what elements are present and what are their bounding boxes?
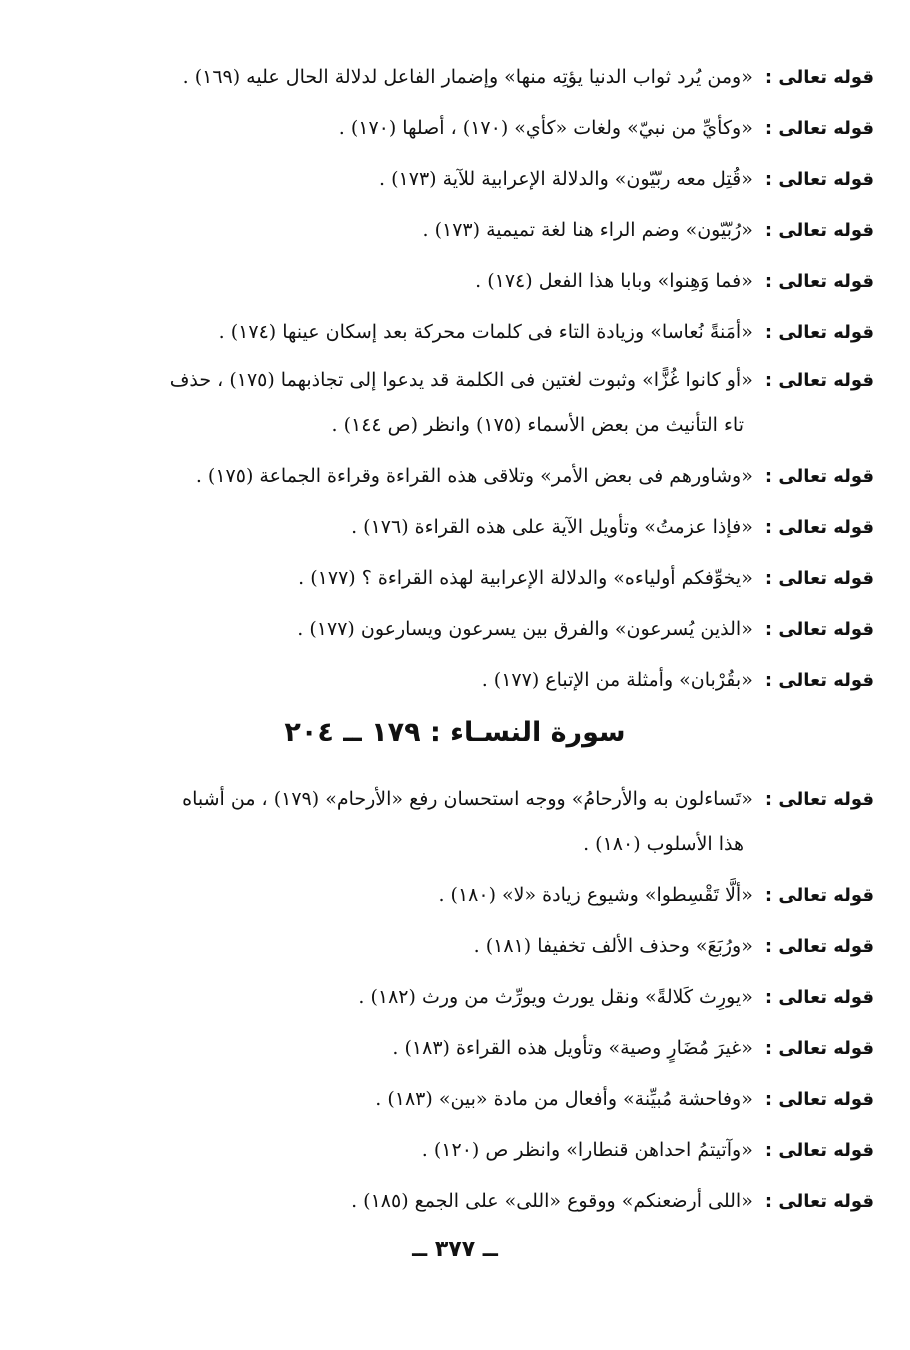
entry-label: قوله تعالى : (764, 466, 874, 487)
entry-label: قوله تعالى : (764, 1038, 874, 1059)
entry-line (100, 256, 874, 307)
entry-label: قوله تعالى : (764, 670, 874, 691)
entry-text: «قُتِل معه ربّيّون» والدلالة الإعرابية للآية (١٧٣) . (379, 168, 753, 190)
entry-label: قوله تعالى : (764, 322, 874, 343)
entry-text: «الذين يُسرعون» والفرق بين يسرعون ويسارعون (١٧٧) . (297, 618, 753, 640)
entry-line (100, 777, 874, 866)
entry-text: «بقُرْبان» وأمثلة من الإتباع (١٧٧) . (481, 669, 753, 691)
entry-label: قوله تعالى : (764, 370, 874, 391)
entry-label: قوله تعالى : (764, 67, 874, 88)
entry-label: قوله تعالى : (764, 220, 874, 241)
entry-text: «ألَّا تَقْسِطوا» وشيوع زيادة «لا» (١٨٠) . (438, 884, 753, 906)
entry-label: قوله تعالى : (764, 1140, 874, 1161)
entry-text: «ورُبَعَ» وحذف الألف تخفيفا (١٨١) . (473, 935, 753, 957)
entry-text: «ومن يُرد ثواب الدنيا يؤتِه منها» وإضمار الفاعل لدلالة الحال عليه (١٦٩) . (182, 66, 753, 88)
section-heading-surat-an-nisa: سورة النسـاء : ١٧٩ ــ ٢٠٤ (284, 717, 626, 748)
entry-line (100, 307, 874, 358)
entry-line (100, 655, 874, 706)
entry-label: قوله تعالى : (764, 568, 874, 589)
entry-line (100, 52, 874, 103)
entry-line (100, 870, 874, 921)
entry-line (100, 1074, 874, 1125)
entry-text: «اللى أرضعنكم» ووقوع «اللى» على الجمع (١٨٥) . (351, 1190, 753, 1212)
entry-text: «وفاحشة مُبيِّنة» وأفعال من مادة «بين» (١٨٣) . (375, 1088, 753, 1110)
entry-text: «فما وَهِنوا» وبابا هذا الفعل (١٧٤) . (475, 270, 753, 292)
entry-text: «تَساءلون به والأرحامُ» ووجه استحسان رفع «الأرحام» (١٧٩) ، من أشباه (182, 788, 753, 810)
entry-text: «أمَنةً نُعاسا» وزيادة التاء فى كلمات محركة بعد إسكان عينها (١٧٤) . (218, 321, 753, 343)
entry-continuation: تاء التأنيث من بعض الأسماء (١٧٥) وانظر (ص ١٤٤) . (331, 414, 744, 436)
entry-line (100, 972, 874, 1023)
entries-list-surat-an-nisa (100, 777, 874, 1227)
entry-line (100, 553, 874, 604)
entries-list-surat-al-imran (100, 52, 874, 706)
entry-line (100, 154, 874, 205)
entry-continuation: هذا الأسلوب (١٨٠) . (583, 833, 744, 855)
entry-line (100, 358, 874, 447)
entry-label: قوله تعالى : (764, 271, 874, 292)
entry-label: قوله تعالى : (764, 619, 874, 640)
entry-text: «أو كانوا غُزًّا» وثبوت لغتين فى الكلمة قد يدعوا إلى تجاذبهما (١٧٥) ، حذف (169, 369, 753, 391)
entry-line (100, 451, 874, 502)
entry-label: قوله تعالى : (764, 517, 874, 538)
entry-line (100, 1023, 874, 1074)
entry-text: «رُبّيّون» وضم الراء هنا لغة تميمية (١٧٣) . (422, 219, 753, 241)
entry-label: قوله تعالى : (764, 789, 874, 810)
entry-text: «وشاورهم فى بعض الأمر» وتلاقى هذه القراءة وقراءة الجماعة (١٧٥) . (195, 465, 753, 487)
entry-line (100, 103, 874, 154)
entry-label: قوله تعالى : (764, 118, 874, 139)
entry-label: قوله تعالى : (764, 169, 874, 190)
entry-text: «وكأيِّ من نبيّ» ولغات «كأي» (١٧٠) ، أصلها (١٧٠) . (338, 117, 753, 139)
entry-line (100, 1176, 874, 1227)
entry-text: «وآتيتمُ احداهن قنطارا» وانظر ص (١٢٠) . (421, 1139, 753, 1161)
entry-text: «غيرَ مُضَارٍ وصية» وتأويل هذه القراءة (١٨٣) . (392, 1037, 753, 1059)
entry-label: قوله تعالى : (764, 987, 874, 1008)
page-number: ــ ٣٧٧ ــ (412, 1237, 498, 1262)
entry-label: قوله تعالى : (764, 1089, 874, 1110)
entry-line (100, 1125, 874, 1176)
entry-line (100, 921, 874, 972)
entry-text: «يورِث كَلالةً» ونقل يورث ويورِّث من ورث (١٨٢) . (358, 986, 753, 1008)
entry-label: قوله تعالى : (764, 885, 874, 906)
entry-label: قوله تعالى : (764, 1191, 874, 1212)
entry-line (100, 205, 874, 256)
entry-line (100, 502, 874, 553)
entry-label: قوله تعالى : (764, 936, 874, 957)
entry-text: «فإذا عزمتُ» وتأويل الآية على هذه القراءة (١٧٦) . (351, 516, 753, 538)
entry-text: «يخوِّفكم أولياءه» والدلالة الإعرابية لهذه القراءة ؟ (١٧٧) . (298, 567, 753, 589)
entry-line (100, 604, 874, 655)
